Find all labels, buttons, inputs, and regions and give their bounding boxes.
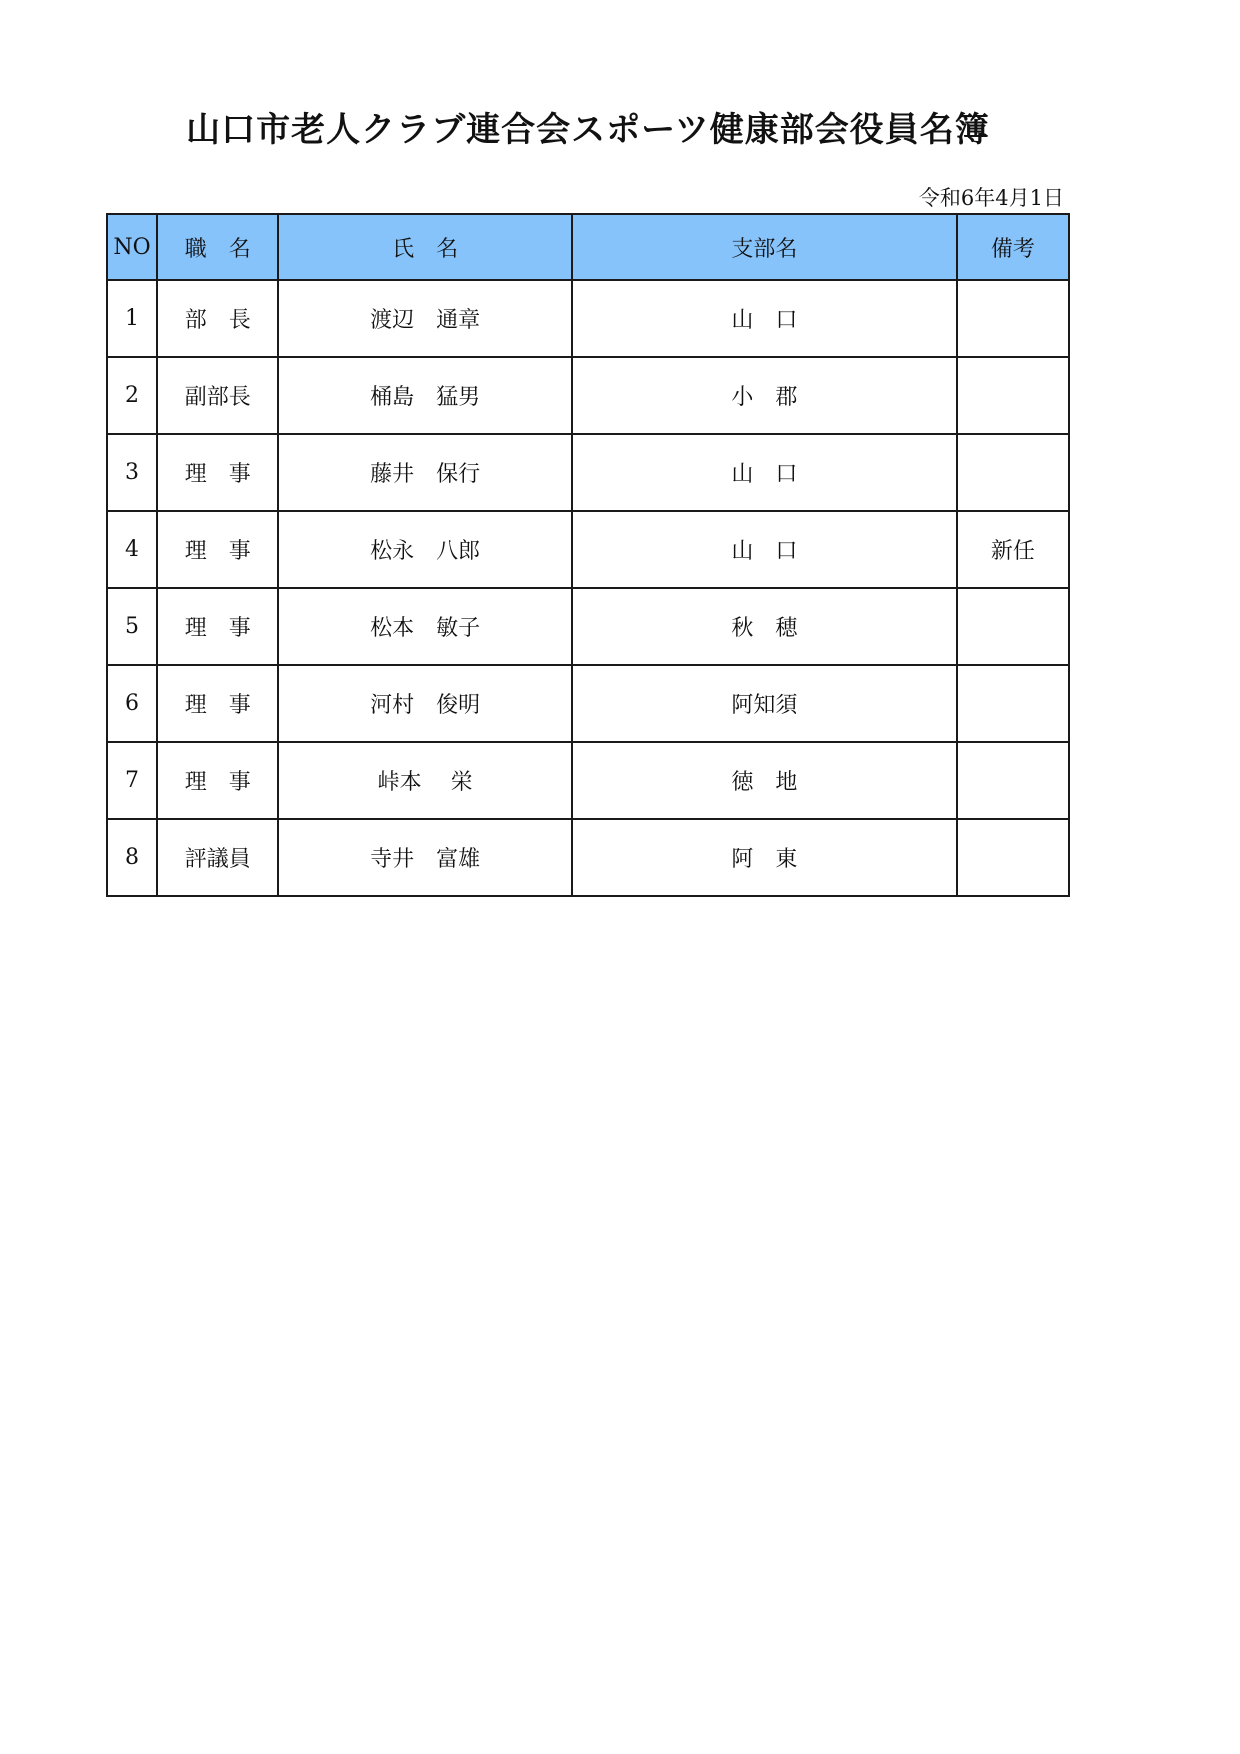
header-branch: 支部名 xyxy=(572,214,957,280)
table-row xyxy=(107,665,1069,742)
header-name: 氏 名 xyxy=(278,214,572,280)
cell-post: 評議員 xyxy=(157,819,278,896)
cell-no: 7 xyxy=(107,742,157,819)
cell-branch: 山 口 xyxy=(572,280,957,357)
cell-branch: 山 口 xyxy=(572,434,957,511)
cell-name: 松永 八郎 xyxy=(278,511,572,588)
cell-post: 理 事 xyxy=(157,665,278,742)
document-date: 令和6年4月1日 xyxy=(918,186,1064,210)
cell-no: 5 xyxy=(107,588,157,665)
table-row xyxy=(107,434,1069,511)
cell-note: 新任 xyxy=(957,511,1069,588)
document-title: 山口市老人クラブ連合会スポーツ健康部会役員名簿 xyxy=(186,110,990,150)
cell-post: 部 長 xyxy=(157,280,278,357)
cell-no: 6 xyxy=(107,665,157,742)
cell-no: 1 xyxy=(107,280,157,357)
officer-roster-table xyxy=(106,213,1070,897)
cell-note xyxy=(957,665,1069,742)
table-row xyxy=(107,588,1069,665)
cell-note xyxy=(957,357,1069,434)
cell-name: 峠本 栄 xyxy=(278,742,572,819)
cell-note xyxy=(957,588,1069,665)
cell-name: 藤井 保行 xyxy=(278,434,572,511)
cell-name: 寺井 富雄 xyxy=(278,819,572,896)
cell-post: 理 事 xyxy=(157,742,278,819)
header-no: NO xyxy=(107,214,157,280)
header-post: 職 名 xyxy=(157,214,278,280)
cell-branch: 徳 地 xyxy=(572,742,957,819)
cell-branch: 山 口 xyxy=(572,511,957,588)
cell-name: 河村 俊明 xyxy=(278,665,572,742)
cell-note xyxy=(957,434,1069,511)
header-note: 備考 xyxy=(957,214,1069,280)
table-row xyxy=(107,357,1069,434)
cell-branch: 秋 穂 xyxy=(572,588,957,665)
cell-no: 4 xyxy=(107,511,157,588)
cell-no: 3 xyxy=(107,434,157,511)
table-header-row xyxy=(107,214,1069,280)
cell-post: 副部長 xyxy=(157,357,278,434)
table-row xyxy=(107,511,1069,588)
cell-name: 松本 敏子 xyxy=(278,588,572,665)
cell-name: 渡辺 通章 xyxy=(278,280,572,357)
cell-no: 2 xyxy=(107,357,157,434)
cell-note xyxy=(957,819,1069,896)
cell-branch: 阿知須 xyxy=(572,665,957,742)
cell-post: 理 事 xyxy=(157,511,278,588)
cell-name: 桶島 猛男 xyxy=(278,357,572,434)
table-row xyxy=(107,280,1069,357)
cell-note xyxy=(957,742,1069,819)
cell-post: 理 事 xyxy=(157,434,278,511)
cell-no: 8 xyxy=(107,819,157,896)
table-row xyxy=(107,742,1069,819)
cell-note xyxy=(957,280,1069,357)
table-row xyxy=(107,819,1069,896)
cell-branch: 小 郡 xyxy=(572,357,957,434)
cell-branch: 阿 東 xyxy=(572,819,957,896)
cell-post: 理 事 xyxy=(157,588,278,665)
